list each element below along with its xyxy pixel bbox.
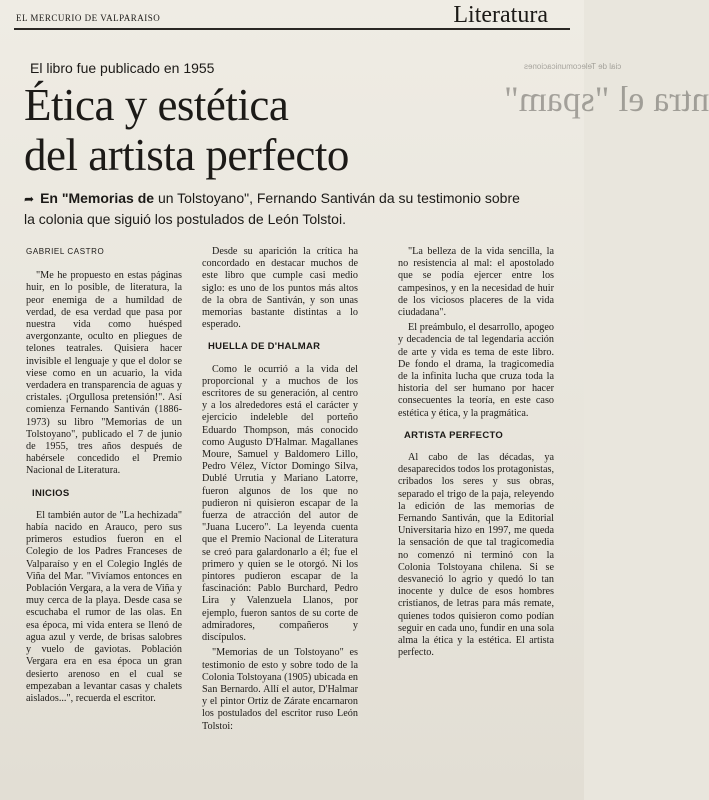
paragraph: Al cabo de las décadas, ya desaparecidos todos los protagonistas, cribados los seres y sus obras, separado el trigo de la paja, releyendo la edición de las memorias de Fernando Santiván, que la Editorial Universitaria hizo en 1997, me queda la sensación de que tal tragicomedia no comenzó ni terminó con la Colonia Tolstoyana chilena. Si se desvaneció lo agrio y quedó lo tan inocente y dulce de esos hombres cristianos, de letras para más remate, quienes todos quisieron como podían seguir en cada uno, fundir en una sola alma la ética y la estética. El artista perfecto. xyxy=(398,452,554,659)
subhead-huella: HUELLA DE D'HALMAR xyxy=(208,341,321,353)
column-3 xyxy=(398,246,554,663)
paragraph: El también autor de "La hechizada" había nacido en Arauco, pero sus primeros estudios fueron en el Colegio de los Padres Franceses de Valparaíso y en el Colegio Inglés de Viña del Mar. "Vivíamos entonces en Población Vergara, a la vera de Viña y muy cerca de la playa. Desde casa se escuchaba el rumor de las olas. En esa época, mi vida entera se llenó de agua azul y verde, de brisas salobres y vuelo de gaviotas. Población Vergara era en esa época un gran desierto arenoso en el cual se empezaban a levantar casas y chalets aislados...", recuerda el escritor. xyxy=(26,509,182,704)
bleed-small-text: cial de Telecomunicaciones xyxy=(524,62,622,71)
deck-bold: En "Memorias de xyxy=(40,190,155,206)
article-deck xyxy=(24,188,534,229)
headline-line-1: Ética y estética xyxy=(24,80,289,130)
section-title: Literatura xyxy=(453,2,548,28)
column-1 xyxy=(26,246,182,708)
paragraph: Como le ocurrió a la vida del proporcional y a muchos de los escritores de su generación, al centro y a los alrededores está el carácter y ejercicio indeleble del porteño Eduardo Thompson, más conocido como Augusto D'Halmar. Magallanes Moure, Samuel y Baldomero Lillo, Pedro Vélez, Víctor Domingo Silva, Dublé Urrutia y Mariano Latorre, fueron algunos de los que no pudieron ni quisieron escapar de la fuerza de atracción del autor de "Juana Lucero". La leyenda cuenta que el Premio Nacional de Literatura se creó para galardonarlo a él; fue el primero y quien se le otorgó. Ni los pintores pudieron escapar de la fascinación: Pablo Burchard, Pedro Lira y Valenzuela Llanos, por ejemplo, fueron santos de su corte de admiradores, compañeros y discípulos. xyxy=(202,363,358,644)
deck-text: un Tolstoyano", Fernando Santiván da su testimonio sobre la colonia que siguió los postulados de León Tolstoi. xyxy=(24,190,520,227)
headline-line-2: del artista perfecto xyxy=(24,130,349,180)
masthead xyxy=(14,2,570,30)
paper-name: EL MERCURIO DE VALPARAISO xyxy=(16,13,161,23)
paragraph: "Me he propuesto en estas páginas huir, en lo posible, de literatura, la peor enemiga de a humildad de verdad, de esa verdad que pasa por nuestra vida como huésped avergonzante, oculto en pliegues de telones teatrales. Quisiera hacer invisible el lenguaje y que el dolor se viese como en un acuario, la vida verdadera en transparencia de aguas y cristales. ¡Orgullosa pretensión!". Así comienza Fernando Santiván (1886-1973) su libro "Memorias de un Tolstoyano", publicado el 7 de junio de 1955, tres años después de habérsele concedido el Premio Nacional de Literatura. xyxy=(26,270,182,477)
article-kicker: El libro fue publicado en 1955 xyxy=(30,60,215,76)
subhead-inicios: INICIOS xyxy=(32,487,70,499)
subhead-artista: ARTISTA PERFECTO xyxy=(404,429,504,441)
paragraph: Desde su aparición la crítica ha concordado en destacar muchos de este libro que cumple casi medio siglo: es uno de los puntos más altos de la obra de Santiván, y son unas memorias bastante distintas a lo esperado. xyxy=(202,246,358,331)
arrow-icon: ➦ xyxy=(24,192,35,206)
paragraph: "La belleza de la vida sencilla, la no resistencia al mal: el apostolado que se podía ejercer entre los campesinos, y en la necesidad de huir de los viciosos placeres de la vida ciudadana". xyxy=(398,246,554,319)
article-headline xyxy=(24,80,464,180)
bleed-through-text xyxy=(504,40,709,200)
byline: GABRIEL CASTRO xyxy=(26,247,105,256)
bleed-big-text: ntra el "spam" xyxy=(504,79,709,119)
paragraph: "Memorias de un Tolstoyano" es testimonio de esto y sobre todo de la Colonia Tolstoyana (1905) ubicada en San Bernardo. Allí el autor, D'Halmar y el pintor Ortiz de Zárate encarnaron los postulados del escritor ruso León Tolstoi: xyxy=(202,647,358,732)
column-2 xyxy=(202,246,358,736)
paragraph: El preámbulo, el desarrollo, apogeo y decadencia de tal legendaria acción de arte y vida es tema de este libro. De fondo el drama, la tragicomedia de la infinita lucha que cruza toda la historia del ser humano por hacer consecuentes la teoría, en este caso estética y ética, y la pragmática. xyxy=(398,322,554,419)
